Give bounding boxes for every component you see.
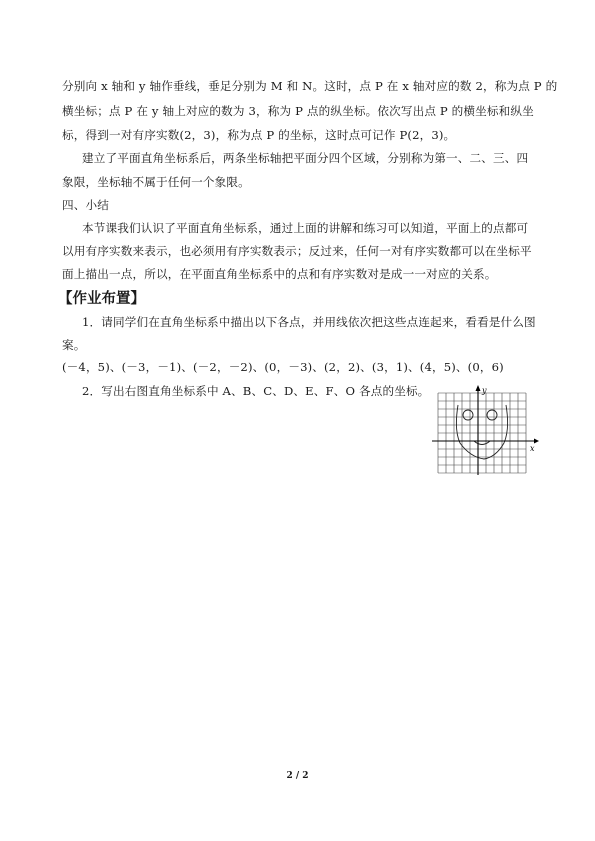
para2-line1: 建立了平面直角坐标系后，两条坐标轴把平面分四个区域，分别称为第一、二、三、四	[82, 151, 529, 165]
face-outline	[456, 405, 507, 459]
para1-line1: 分别向 x 轴和 y 轴作垂线，垂足分别为 M 和 N。这时，点 P 在 x 轴对应的数 2，称为点 P 的	[62, 79, 558, 93]
x-axis-label: x	[530, 444, 535, 453]
right-eye	[487, 410, 497, 420]
para1-line2: 横坐标；点 P 在 y 轴上对应的数为 3，称为 P 点的纵坐标。依次写出点 P 的横坐标和纵坐	[62, 104, 534, 118]
x-axis-arrow	[534, 439, 539, 444]
figure-sketch	[456, 405, 507, 459]
hw2-line: 2．写出右图直角坐标系中 A、B、C、D、E、F、O 各点的坐标。	[82, 384, 430, 398]
page-number: 2 / 2	[286, 771, 309, 781]
y-axis-label: y	[482, 386, 487, 395]
grid-lines	[438, 393, 526, 473]
hw1-line1: 1．请同学们在直角坐标系中描出以下各点，并用线依次把这些点连起来，看看是什么图	[82, 315, 536, 329]
y-axis-arrow	[476, 385, 481, 391]
para3-line2: 以用有序实数来表示，也必须用有序实数表示；反过来，任何一对有序实数都可以在坐标平	[62, 244, 532, 258]
para3-line1: 本节课我们认识了平面直角坐标系，通过上面的讲解和练习可以知道，平面上的点都可	[82, 221, 529, 235]
coordinate-grid-figure	[430, 385, 540, 477]
hw1-line2: 案。	[62, 338, 86, 352]
para2-line2: 象限，坐标轴不属于任何一个象限。	[62, 175, 250, 189]
hw1-points: (－4，5)、(－3，－1)、(－2，－2)、(0，－3)、(2，2)、(3，1)、(4，5)、(0，6)	[62, 360, 504, 374]
homework-heading: 【作业布置】	[58, 291, 145, 307]
para3-line3: 面上描出一点，所以，在平面直角坐标系中的点和有序实数对是成一一对应的关系。	[62, 267, 497, 281]
para1-line3: 标，得到一对有序实数(2，3)，称为点 P 的坐标，这时点可记作 P(2，3)。	[62, 128, 456, 142]
left-eye	[463, 410, 473, 420]
section-title-summary: 四、小结	[62, 198, 109, 212]
